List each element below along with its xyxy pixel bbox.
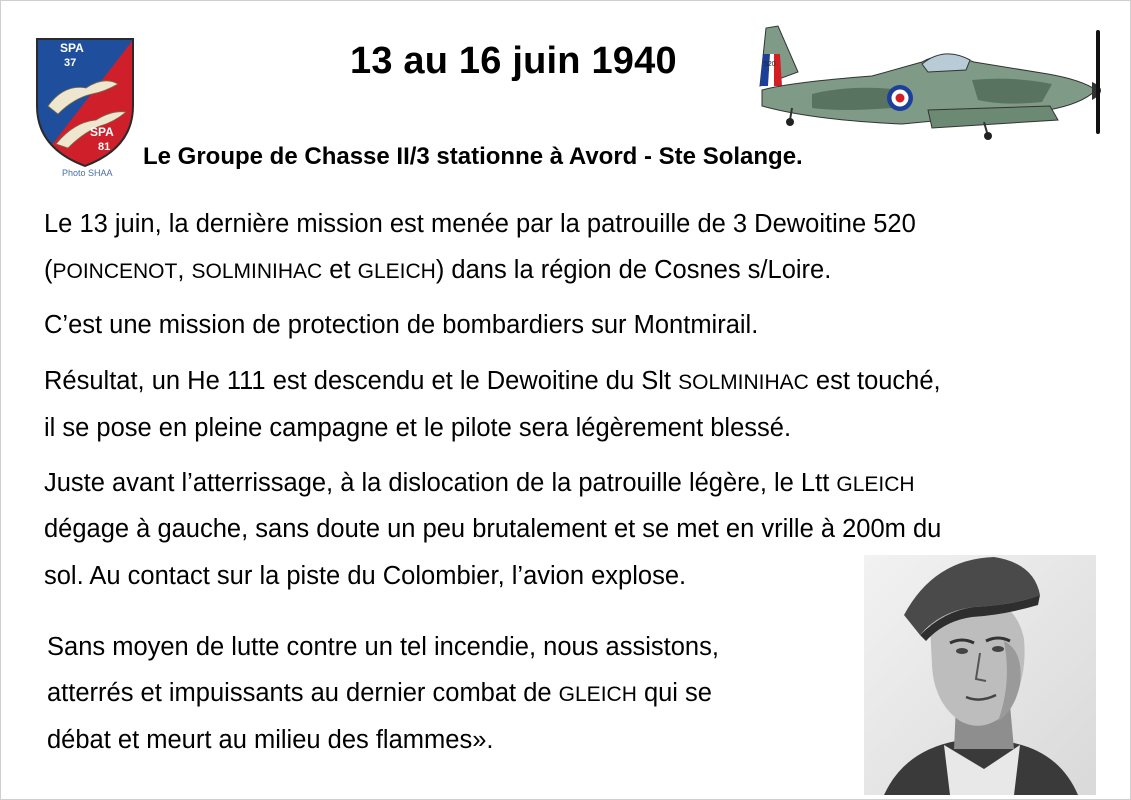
name-gleich: GLEICH (558, 683, 637, 706)
photo-credit: Photo SHAA (62, 168, 113, 178)
crest-bottom-text: SPA (90, 125, 114, 139)
page-title: 13 au 16 juin 1940 (350, 40, 677, 82)
quote-line-2: atterrés et impuissants au dernier combat de GLEICH qui se (47, 679, 712, 707)
quote-line-3: débat et meurt au milieu des flammes». (47, 726, 494, 754)
quote-line-1: Sans moyen de lutte contre un tel incendie, nous assistons, (47, 633, 719, 661)
name-gleich: GLEICH (836, 473, 915, 496)
paragraph-4-line-2: dégage à gauche, sans doute un peu brutalement et se met en vrille à 200m du (44, 515, 942, 543)
paragraph-4-line-3: sol. Au contact sur la piste du Colombier, l’avion explose. (44, 562, 687, 590)
paragraph-2: C’est une mission de protection de bombardiers sur Montmirail. (44, 311, 759, 339)
paragraph-4-line-1: Juste avant l’atterrissage, à la dislocation de la patrouille légère, le Ltt GLEICH (44, 469, 915, 497)
tail-marking: 520 (764, 61, 776, 68)
name-solminihac: SOLMINIHAC (678, 371, 809, 394)
dewoitine-520-aircraft-image (752, 24, 1114, 140)
crest-bottom-number: 81 (98, 141, 111, 153)
paragraph-3-line-2: il se pose en pleine campagne et le pilote sera légèrement blessé. (44, 414, 792, 442)
name-gleich: GLEICH (357, 260, 436, 283)
name-poincenot: POINCENOT (52, 260, 178, 283)
paragraph-1-line-1: Le 13 juin, la dernière mission est menée par la patrouille de 3 Dewoitine 520 (44, 210, 916, 238)
paragraph-3-line-1: Résultat, un He 111 est descendu et le Dewoitine du Slt SOLMINIHAC est touché, (44, 367, 941, 395)
crest-top-number: 37 (64, 57, 77, 69)
squadron-crest-logo (34, 36, 136, 168)
crest-top-text: SPA (60, 41, 84, 55)
paragraph-1-line-2: (POINCENOT, SOLMINIHAC et GLEICH) dans la région de Cosnes s/Loire. (44, 256, 832, 284)
page-subtitle: Le Groupe de Chasse II/3 stationne à Avord - Ste Solange. (143, 143, 803, 170)
pilot-portrait-photo (864, 555, 1096, 795)
name-solminihac: SOLMINIHAC (191, 260, 323, 283)
